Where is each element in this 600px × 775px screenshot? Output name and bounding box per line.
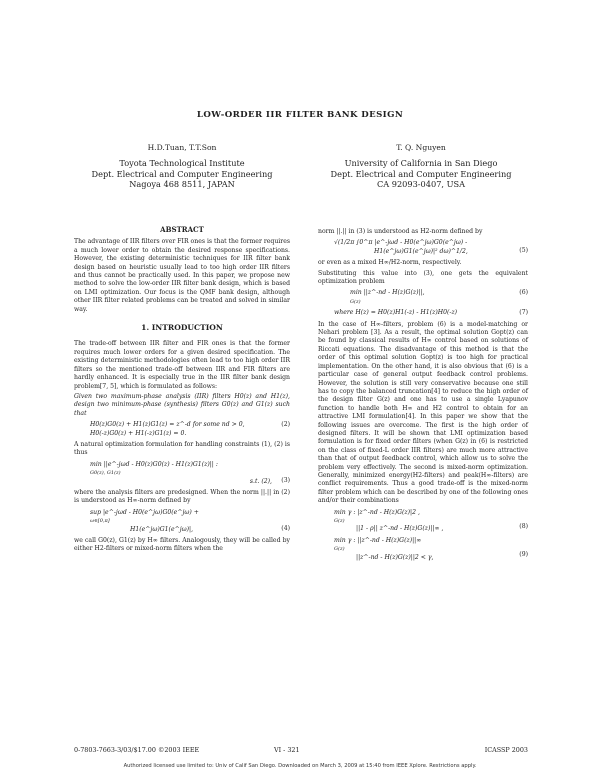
right-column (318, 228, 528, 565)
author-block-left (84, 143, 280, 190)
equation-subscript: G(z) (350, 298, 361, 305)
equation-subscript: G(z) (334, 518, 345, 524)
introduction-heading: 1. INTRODUCTION (141, 323, 223, 333)
equation-subscript: G0(z), G1(z) (90, 470, 121, 477)
equation-subscript: G(z) (334, 546, 345, 553)
equation-number: (2) (281, 421, 290, 429)
body-paragraph: A natural optimization formulation for handling constraints (1), (2) is thus (74, 440, 290, 457)
body-paragraph: In the case of H∞-filters, problem (6) is a model-matching or Nehari problem [3]. As a result, the optimal solution Gopt(z) can be found by classical results of H∞ control based on solutions of Riccati equations. The disadvantage of this method is that the order of this optimal solution Gopt(z) is too high for practical implementation. On the other hand, it is also obvious that (6) is a particular case of general output feedback control problems. However, the solution is still very conservative because one still has to copy the balanced truncation[4] to reduce the high order of the design filter G(z) and one has to use a single Lyapunov function to handle both H∞ and H2 control to obtain for an attractive LMI formulation[4]. In this paper we show that the following issues are overcome. The first is the high order of designed filters. It will be shown that LMI optimization based formulation is for fixed order filters (when G(z) in (6) is restricted on the class of fixed-L order IIR filters) are much more attractive than that of output feedback control, which allow us to solve the problem very effectively. The second is mixed-norm optimization. Generally, minimized energy(H2-filters) and peak(H∞-filters) are conflict requirements. Thus a good trade-off is the mixed-norm filter problem which can be described by one of the following ones and/or their combinations (318, 320, 528, 505)
equation-number: (7) (519, 309, 528, 317)
equation-number: (6) (519, 289, 528, 297)
author-names-right: T. Q. Nguyen (396, 143, 446, 152)
equation-line: where H(z) = H0(z)H1(-z) - H1(z)H0(-z) (334, 309, 458, 317)
equation-line: sup |e^-jωd - H0(e^jω)G0(e^jω) + (90, 508, 199, 516)
affiliation-line: Toyota Technological Institute (119, 158, 245, 169)
equation-5 (318, 239, 528, 256)
equation-7 (318, 309, 528, 317)
equation-9 (318, 537, 528, 562)
equation-line: H0(-z)G0(z) + H1(-z)G1(z) = 0. (90, 429, 187, 437)
body-paragraph: we call G0(z), G1(z) by H∞ filters. Analogously, they will be called by either H2-filters or mixed-norm filters when the (74, 537, 290, 553)
author-names-left: H.D.Tuan, T.T.Son (147, 143, 217, 152)
body-paragraph: where the analysis filters are predesigned. When the norm ||.|| in (2) is understood as H∞-norm defined by (74, 488, 290, 505)
equation-line: s.t. (2), (249, 477, 272, 485)
abstract-heading: ABSTRACT (160, 225, 204, 234)
equation-number: (8) (519, 522, 528, 530)
equation-2 (74, 421, 290, 438)
equation-line: min γ : ||z^-nd - H(z)G(z)||∞ (334, 536, 422, 544)
equation-number: (4) (281, 524, 290, 532)
paper-title: LOW-ORDER IIR FILTER BANK DESIGN (196, 110, 404, 120)
affiliation-line: Dept. Electrical and Computer Engineering (91, 168, 273, 179)
left-column (74, 226, 290, 556)
body-paragraph: Substituting this value into (3), one gets the equivalent optimization problem (318, 269, 528, 286)
equation-3 (74, 461, 290, 486)
equation-line: min ||e^-jωd - H0(z)G0(z) - H1(z)G1(z)|| : (90, 460, 218, 468)
equation-line: H0(z)G0(z) + H1(z)G1(z) = z^-d for some nd > 0, (90, 421, 245, 429)
equation-subscript: ω∈[0,π] (90, 518, 110, 525)
equation-4 (74, 509, 290, 534)
abstract-text: The advantage of IIR filters over FIR ones is that the former requires a much lower order to obtain the desired response specifications. However, the existing deterministic techniques for IIR filter bank design based on heuristic usually lead to too high order IIR filters and thus cannot be practically used. In this paper, we propose new method to solve the low-order IIR filter bank design, which is based on LMI optimization. Our focus is the QMF bank design, although other IIR filter related problems can be treated and solved in similar way. (74, 238, 290, 313)
affiliation-line: University of California in San Diego (344, 158, 498, 169)
footer-copyright: 0-7803-7663-3/03/$17.00 ©2003 IEEE (74, 746, 200, 754)
equation-number: (9) (519, 550, 528, 558)
equation-8 (318, 509, 528, 534)
license-note: Authorized licensed use limited to: Univ of Calif San Diego. Downloaded on March 3, 2009 at 15:40 from IEEE Xplore. Restrictions apply. (123, 763, 477, 769)
footer-conference: ICASSP 2003 (484, 746, 528, 754)
affiliation-line: Dept. Electrical and Computer Engineering (330, 168, 512, 179)
equation-line: ||z^-nd - H(z)G(z)||2 < γ, (356, 553, 434, 561)
affiliation-line: Nagoya 468 8511, JAPAN (129, 179, 235, 190)
equation-line: min γ : |z^-nd - H(z)G(z)|2 , (334, 508, 420, 516)
footer-page-number: VI - 321 (274, 746, 300, 754)
equation-line: min ||z^-nd - H(z)G(z)||, (350, 289, 425, 297)
body-paragraph: norm ||.|| in (3) is understood as H2-norm defined by (318, 228, 483, 235)
affiliation-line: CA 92093-0407, USA (376, 179, 466, 190)
equation-line: √(1/2π ∫0^π |e^-jωd - H0(e^jω)G0(e^jω) - (334, 239, 468, 247)
body-paragraph: The trade-off between IIR filter and FIR ones is that the former requires much lower orders for a given desired specification. The existing deterministic methodologies often lead to too high order IIR filters so the mentioned trade-off between IIR and FIR filters are hardly enhanced. It is especially true in the IIR filter bank design problem[7, 5], which is formulated as follows: (74, 340, 290, 390)
equation-number: (3) (281, 476, 290, 484)
problem-statement: Given two maximum-phase analysis (IIR) filters H0(z) and H1(z), design two minimum-phase (synthesis) filters G0(z) and G1(z) such that (74, 392, 290, 417)
equation-line: H1(e^jω)G1(e^jω)|, (130, 525, 194, 533)
author-block-right (318, 143, 524, 190)
equation-number: (5) (519, 247, 528, 255)
equation-6 (318, 289, 528, 306)
equation-line: ||1 - ρ|| z^-nd - H(z)G(z)||∞ , (356, 525, 444, 533)
body-paragraph: or even as a mixed H∞/H2-norm, respectively. (318, 259, 462, 267)
equation-line: H1(e^jω)G1(e^jω)|² dω)^1/2, (374, 247, 468, 255)
